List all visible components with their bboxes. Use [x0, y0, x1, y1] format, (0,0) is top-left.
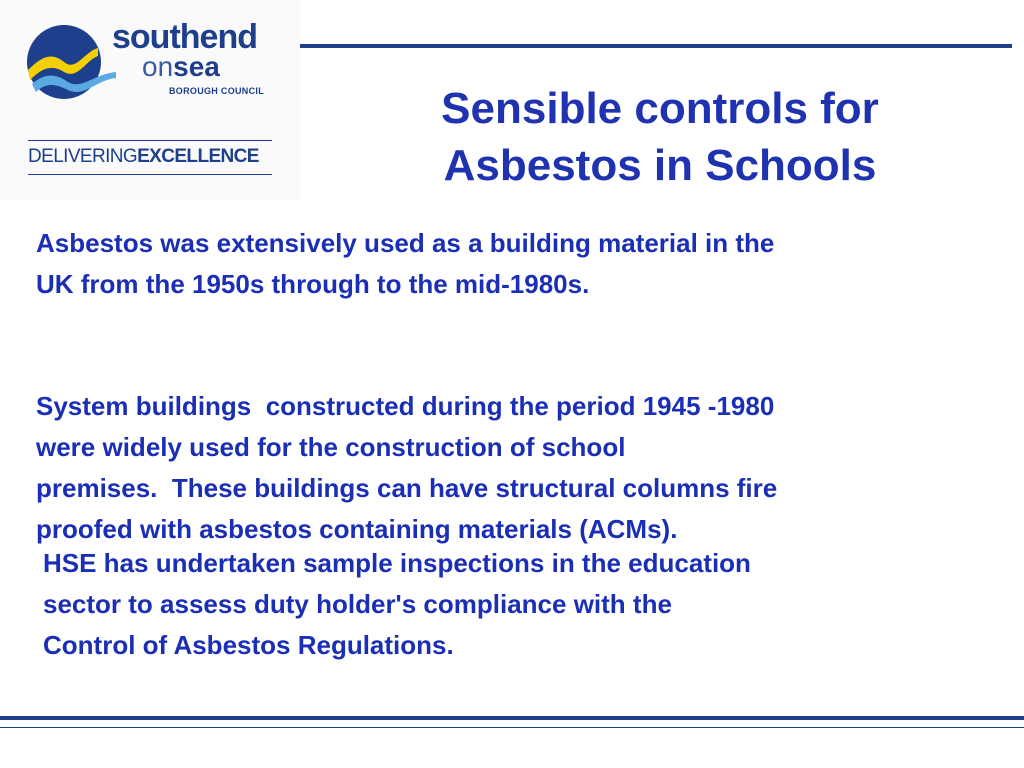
slogan-rule-bottom: [28, 174, 272, 175]
slogan-excellence: EXCELLENCE: [137, 146, 259, 167]
logo-borough-council: BOROUGH COUNCIL: [169, 86, 264, 96]
paragraph-asbestos-history: [36, 223, 1016, 305]
slide-title: [400, 80, 920, 194]
slogan-rule-top: [28, 140, 272, 141]
paragraph-system-buildings: [36, 345, 1021, 550]
title-line-2: Asbestos in Schools: [443, 141, 877, 190]
paragraph2-line: premises. These buildings can have structural columns fire: [36, 473, 778, 503]
paragraph2-line: were widely used for the construction of school: [36, 432, 626, 462]
footer-rule-thick: [0, 716, 1024, 720]
council-logo: [0, 0, 300, 200]
logo-wordmark-southend: southend: [112, 18, 257, 56]
paragraph2-line: System buildings constructed during the period 1945 -1980: [36, 391, 775, 421]
footer-rule-thin: [0, 727, 1024, 728]
slogan-delivering: DELIVERING: [28, 146, 138, 167]
logo-word-on: on: [142, 51, 174, 82]
header-rule: [300, 44, 1012, 48]
delivering-excellence-slogan: [28, 147, 259, 166]
paragraph1-line: Asbestos was extensively used as a building material in the: [36, 228, 775, 258]
paragraph3-line: sector to assess duty holder's compliance with the: [43, 589, 672, 619]
title-line-1: Sensible controls for: [441, 84, 879, 133]
wave-emblem-icon: [24, 22, 119, 102]
logo-word-sea: sea: [173, 51, 220, 82]
paragraph-hse-inspections: [43, 543, 993, 666]
paragraph3-line: Control of Asbestos Regulations.: [43, 630, 454, 660]
logo-wordmark-onsea: [142, 53, 220, 81]
paragraph2-line: proofed with asbestos containing materials (ACMs).: [36, 514, 678, 544]
paragraph1-line: UK from the 1950s through to the mid-1980s.: [36, 269, 590, 299]
paragraph3-line: HSE has undertaken sample inspections in the education: [43, 548, 751, 578]
